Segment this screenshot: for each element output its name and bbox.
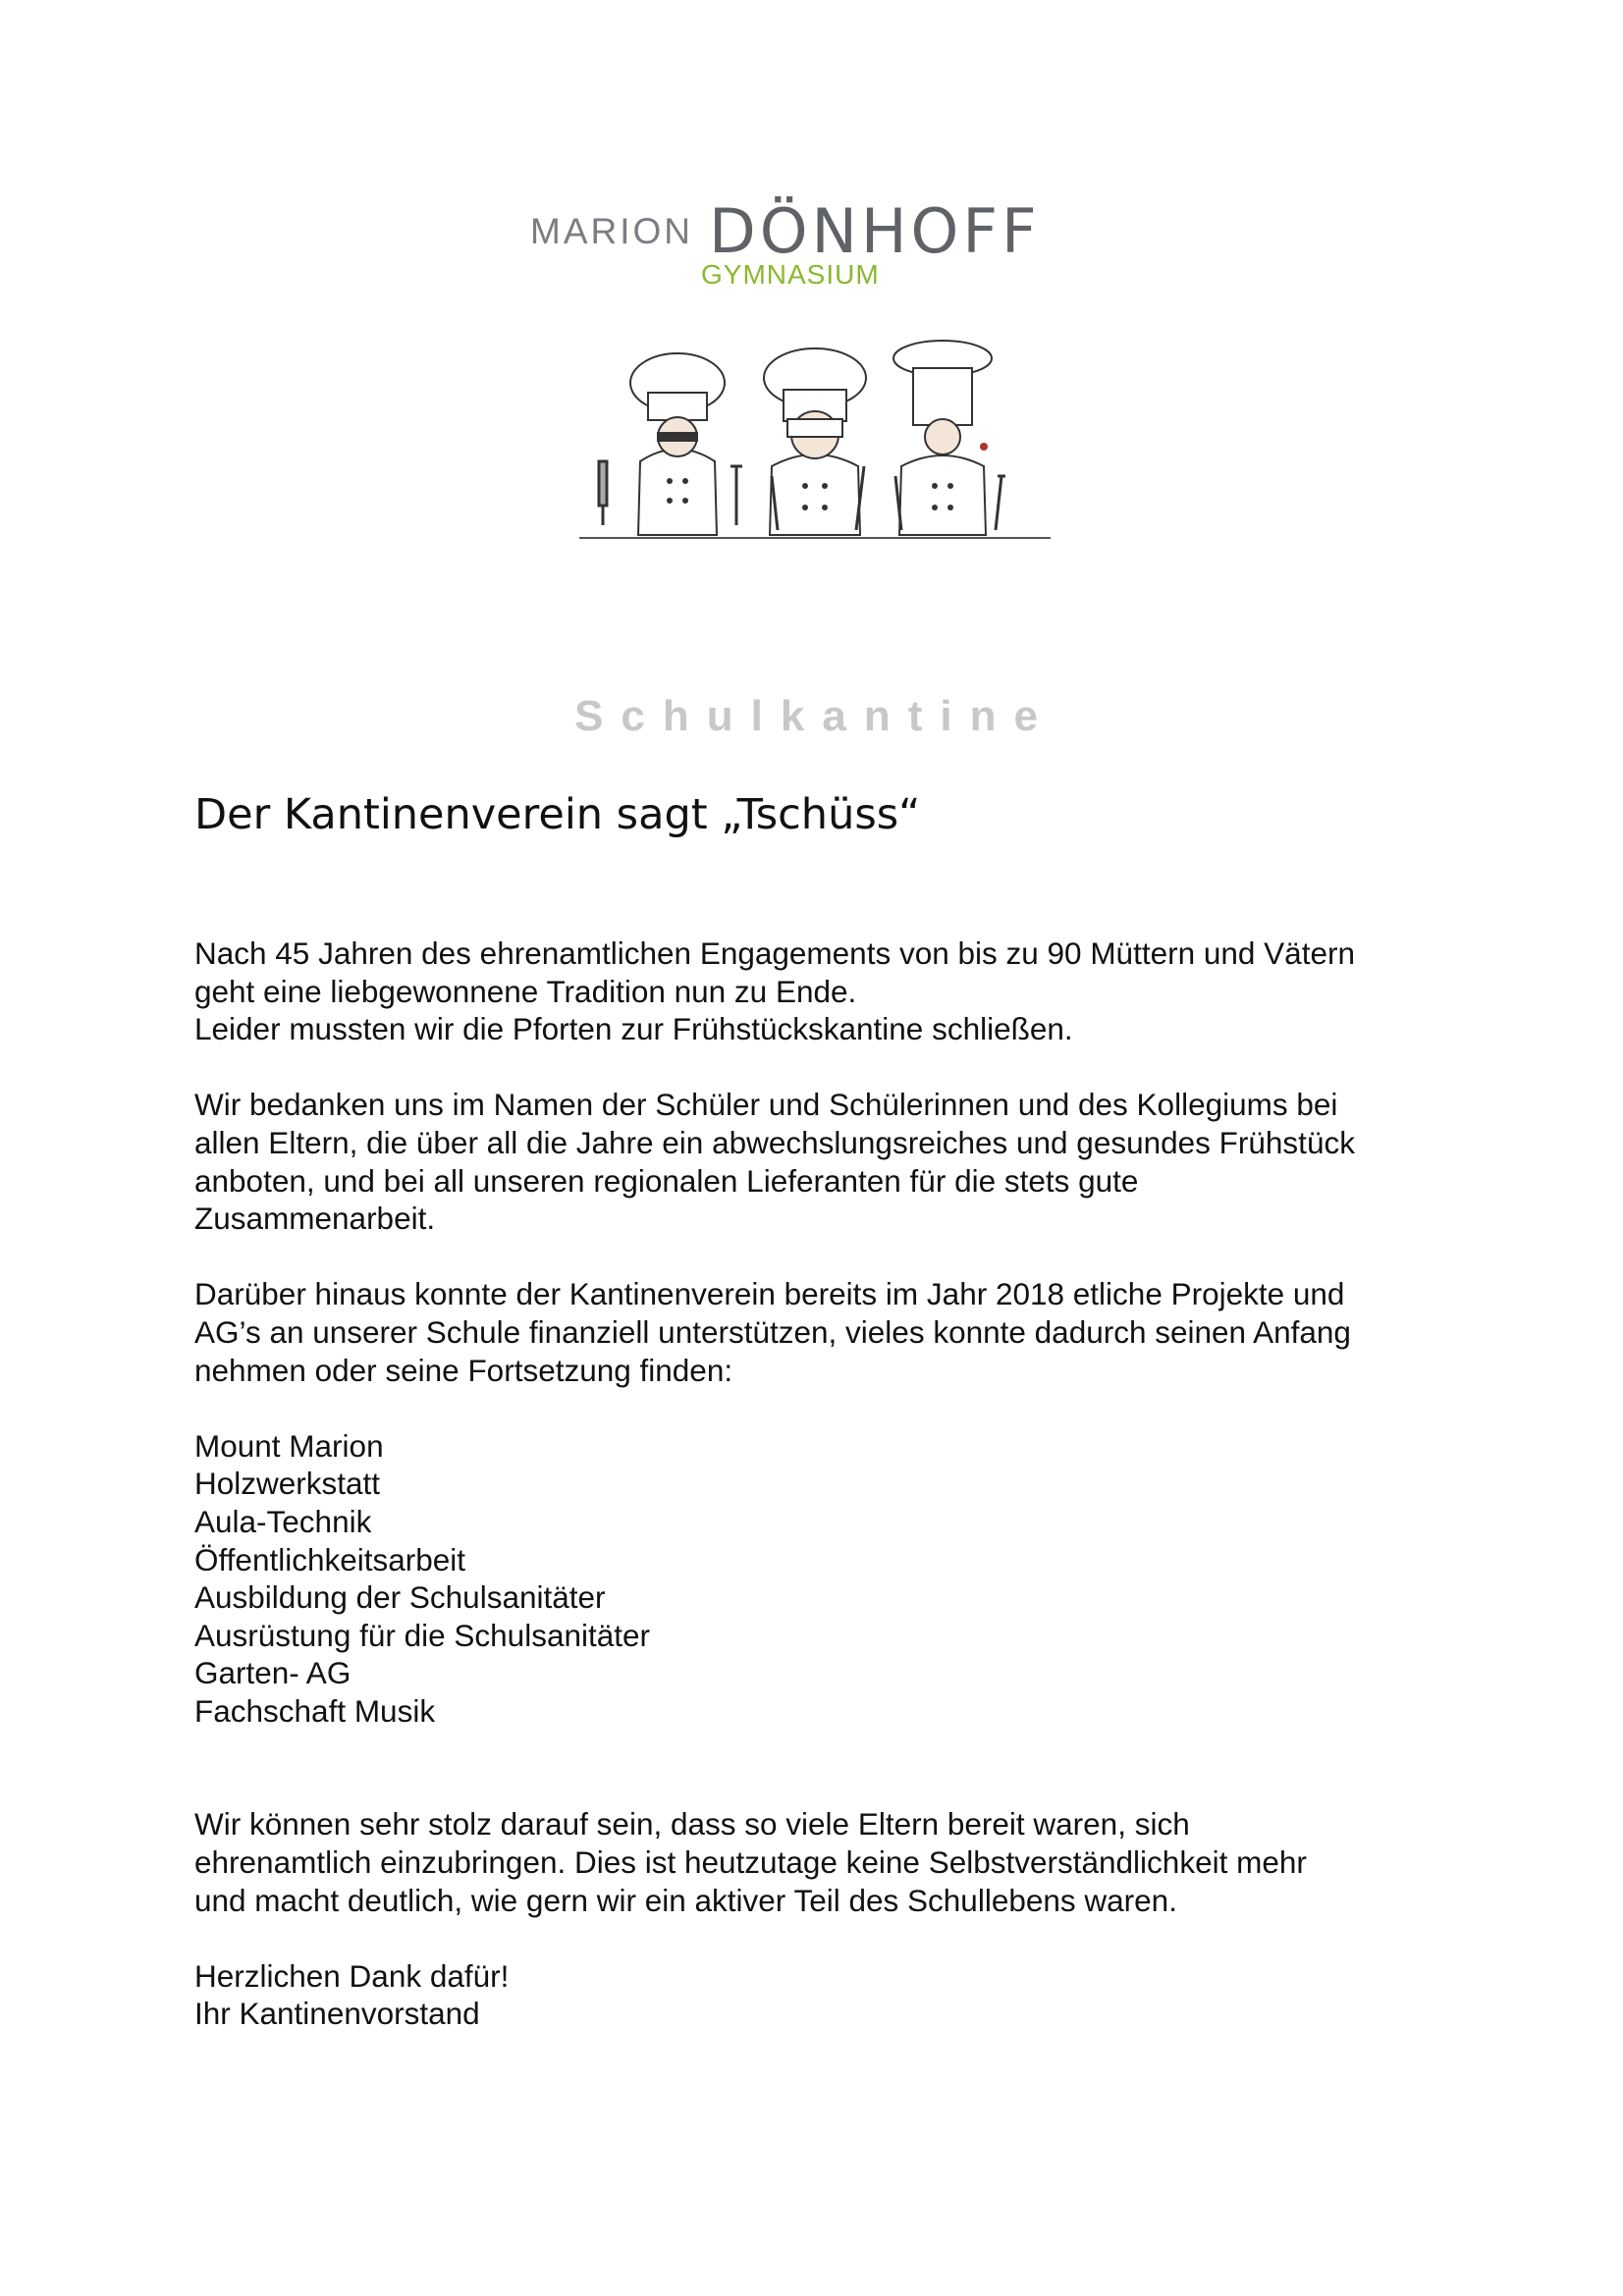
list-item: Ausbildung der Schulsanitäter xyxy=(194,1579,606,1616)
logo-word-donhoff: DÖNHOFF xyxy=(709,195,1041,267)
faded-cutoff-text xyxy=(550,687,1080,740)
list-item: Fachschaft Musik xyxy=(194,1692,436,1729)
list-item: Aula-Technik xyxy=(194,1503,372,1539)
logo-word-gymnasium: GYMNASIUM xyxy=(701,259,880,290)
list-item: Holzwerkstatt xyxy=(194,1466,381,1502)
closing-thanks: Herzlichen Dank dafür! xyxy=(194,1957,510,1994)
chefs-icon xyxy=(579,339,1051,545)
project-list xyxy=(194,1427,1471,1731)
logo-word-marion: MARION xyxy=(530,211,693,251)
paragraph-1: Nach 45 Jahren des ehrenamtlichen Engagements von bis zu 90 Müttern und Vätern geht eine liebgewonnene Tradition nun zu Ende. Leider mussten wir die Pforten zur Frühstückskantine schließen. xyxy=(194,935,1355,1047)
letter-body xyxy=(194,934,1471,2033)
list-item: Garten- AG xyxy=(194,1655,352,1691)
paragraph-4: Wir können sehr stolz darauf sein, dass so viele Eltern bereit waren, sich ehrenamtlich einzubringen. Dies ist heutzutage keine Selbstverständlichkeit mehr und macht deutlich, wie gern wir ein aktiver Teil des Schullebens waren. xyxy=(194,1806,1307,1918)
page-title: Der Kantinenverein sagt „Tschüss“ xyxy=(194,790,921,839)
list-item: Öffentlichkeitsarbeit xyxy=(194,1541,466,1577)
faded-text: Schulkantine xyxy=(574,692,1055,740)
paragraph-2: Wir bedanken uns im Namen der Schüler und Schülerinnen und des Kollegiums bei allen Eltern, die über all die Jahre ein abwechslungsreiches und gesundes Frühstück anboten, und bei all unseren regionalen Lieferanten für die stets gute Zusammenarbeit. xyxy=(194,1087,1355,1237)
school-logo xyxy=(528,196,1117,294)
list-item: Mount Marion xyxy=(194,1427,384,1464)
paragraph-3: Darüber hinaus konnte der Kantinenverein bereits im Jahr 2018 etliche Projekte und AG’s an unserer Schule finanziell unterstützen, vieles konnte dadurch seinen Anfang nehmen oder seine Fortsetzung finden: xyxy=(194,1276,1351,1388)
list-item: Ausrüstung für die Schulsanitäter xyxy=(194,1617,651,1653)
three-chefs-illustration xyxy=(579,339,1051,545)
closing-signature: Ihr Kantinenvorstand xyxy=(194,1996,480,2032)
